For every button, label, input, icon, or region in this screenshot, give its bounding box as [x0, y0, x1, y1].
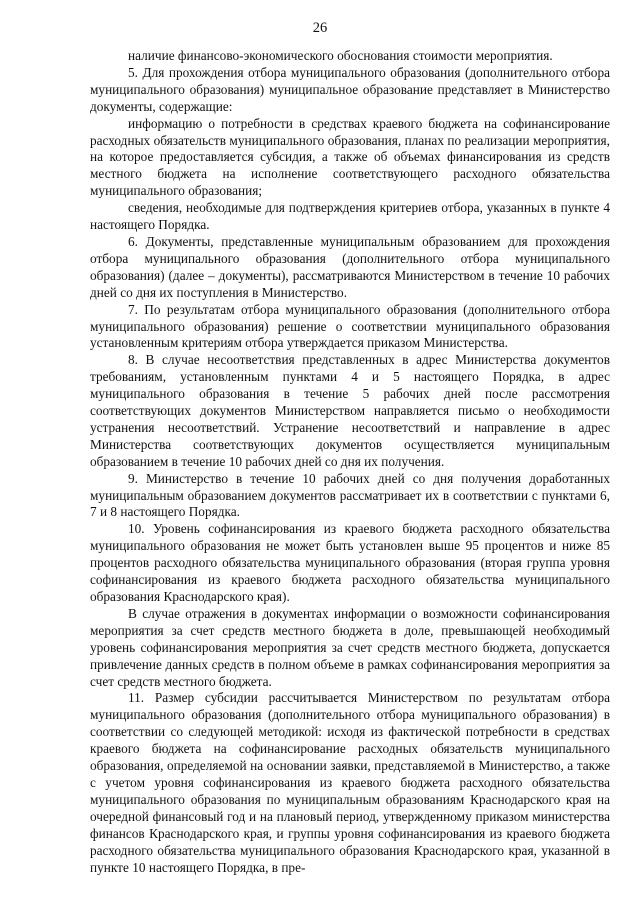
paragraph-item-8: 8. В случае несоответствия представленных в адрес Министерства документов требованиям, установленным пунктами 4 и 5 настоящего Порядка, в адрес муниципального образования в течение 5 рабочих дней после рассмотрения соответствующих документов Министерством направляется письмо о необходимости устранения несоответствий. Устранение несоответствий и направление в адрес Министерства соответствующих документов осуществляется муниципальным образованием в течение 10 рабочих дней со дня их получения.	[90, 352, 610, 469]
paragraph-item-11: 11. Размер субсидии рассчитывается Министерством по результатам отбора муниципального образования (дополнительного отбора муниципального образования) в соответствии со следующей методикой: исходя из фактической потребности в средствах краевого бюджета на софинансирование расходных обязательств муниципального образования, определяемой на основании заявки, представляемой в Министерство, а также с учетом уровня софинансирования из краевого бюджета расходного обязательства муниципального образования по муниципальным образованиям Краснодарского края на очередной финансовый год и на плановый период, утвержденному приказом министерства финансов Краснодарского края, и группы уровня софинансирования из краевого бюджета расходного обязательства муниципального образования Краснодарского края, указанной в пункте 10 настоящего Порядка, в пре-	[90, 690, 610, 875]
paragraph-item-5: 5. Для прохождения отбора муниципального образования (дополнительного отбора муниципального образования) муниципальное образование представляет в Министерство документы, содержащие:	[90, 64, 610, 114]
paragraph-item-5-info: информацию о потребности в средствах краевого бюджета на софинансирование расходных обязательств муниципального образования, планах по реализации мероприятия, на которое предоставляется субсидия, а также об объемах финансирования из средств местного бюджета на исполнение соответствующего расходного обязательства муниципального образования;	[90, 115, 610, 199]
page-number: 26	[312, 20, 328, 36]
paragraph-item-5-criteria: сведения, необходимые для подтверждения критериев отбора, указанных в пункте 4 настоящего Порядка.	[90, 200, 610, 233]
paragraph-item-9: 9. Министерство в течение 10 рабочих дней со дня получения доработанных муниципальным образованием документов рассматривает их в соответствии с пунктами 6, 7 и 8 настоящего Порядка.	[90, 470, 610, 520]
paragraph-item-7: 7. По результатам отбора муниципального образования (дополнительного отбора муниципального образования) решение о соответствии муниципального образования установленным критериям отбора утверждается приказом Министерства.	[90, 301, 610, 351]
paragraph-item-10-cofinancing: В случае отражения в документах информации о возможности софинансирования мероприятия за счет средств местного бюджета в доле, превышающей необходимый уровень софинансирования мероприятия за счет средств местного бюджета, допускается привлечение данных средств в полном объеме в рамках софинансирования мероприятия за счет средств местного бюджета.	[90, 605, 610, 689]
document-body	[90, 48, 610, 876]
paragraph-continuation: наличие финансово-экономического обоснования стоимости мероприятия.	[128, 48, 553, 63]
paragraph-item-10: 10. Уровень софинансирования из краевого бюджета расходного обязательства муниципального образования не может быть установлен выше 95 процентов и ниже 85 процентов расходного обязательства муниципального образования (вторая группа уровня софинансирования из краевого бюджета расходного обязательства муниципального образования Краснодарского края).	[90, 521, 610, 604]
paragraph-item-6: 6. Документы, представленные муниципальным образованием для прохождения отбора муниципального образования (дополнительного отбора муниципального образования) (далее – документы), рассматриваются Министерством в течение 10 рабочих дней со дня их поступления в Министерство.	[90, 233, 610, 300]
